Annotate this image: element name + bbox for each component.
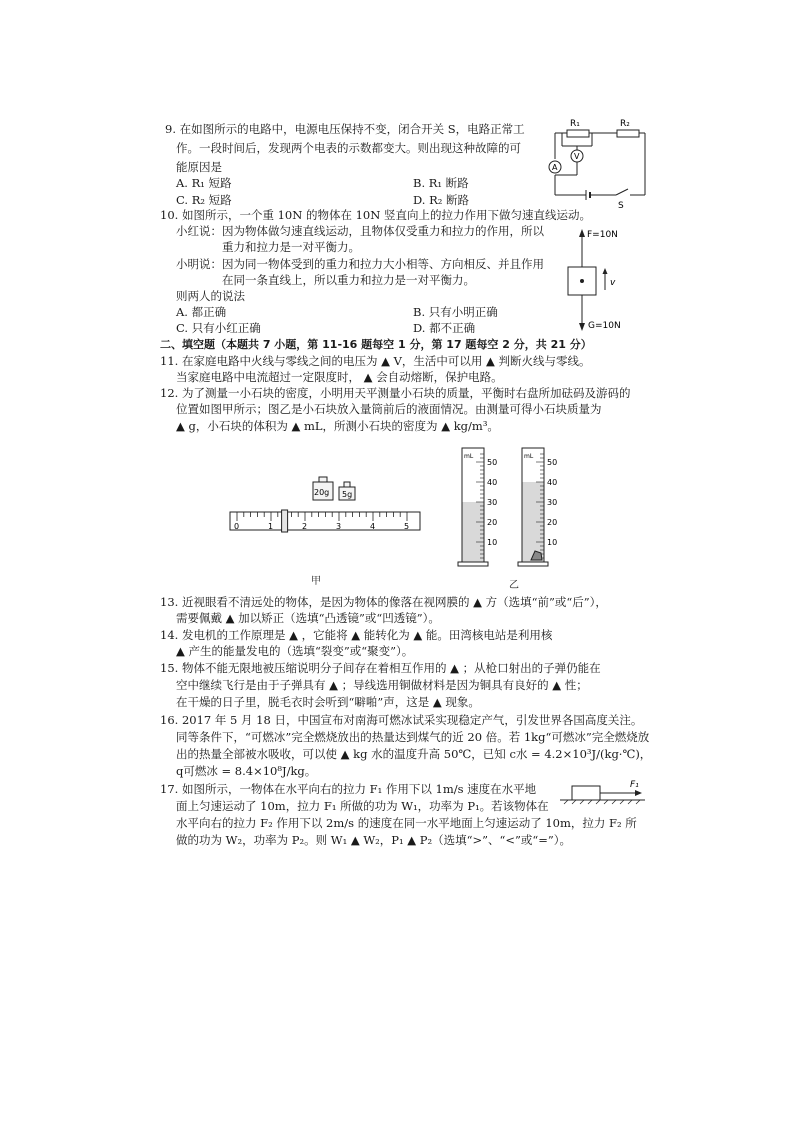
q10-line-4: 小明说：因为同一物体受到的重力和拉力大小相等、方向相反、并且作用 [176,257,544,271]
q17-line-1: 17. 如图所示，一物体在水平向右的拉力 F₁ 作用下以 1m/s 速度在水平地 [160,782,537,796]
up-arrow-icon [579,229,585,237]
ruler-tick-label: 1 [268,522,274,531]
block [572,786,600,800]
q17-line-4: 做的功为 W₂，功率为 P₂。则 W₁ ▲ W₂，P₁ ▲ P₂（选填“>”、“<”或“=”）。 [176,833,572,847]
q9-circuit-diagram [550,115,650,211]
cylinder-after [518,448,557,566]
v-label: v [610,278,616,288]
q13-line-2: 需要佩戴 ▲ 加以矫正（选填“凸透镜”或“凹透镜”）。 [176,611,440,625]
cylinder-tick-label: 10 [487,538,498,547]
q16-line-3: 出的热量全部被水吸收，可以使 ▲ kg 水的温度升高 50℃，已知 c水 = 4.2×10³J/(kg·℃)， [176,747,652,761]
r1-label: R₁ [570,119,580,129]
q10-line-3: 重力和拉力是一对平衡力。 [222,240,360,254]
q12-line-2: 位置如图甲所示；图乙是小石块放入量筒前后的液面情况。由测量可得小石块质量为 [176,402,602,416]
cylinder-tick-label: 50 [487,458,498,467]
q16-line-2: 同等条件下，“可燃冰”完全燃烧放出的热量达到煤气的近 20 倍。若 1kg“可燃冰”完全燃烧放 [176,730,650,744]
ruler-tick-label: 4 [370,522,376,531]
right-arrow-icon [635,790,642,796]
q9-option-c: C. R₂ 短路 [176,193,232,207]
switch-s [616,189,628,195]
q15-line-1: 15. 物体不能无限地被压缩说明分子间存在着相互作用的 ▲ ；从枪口射出的子弹仍能在 [160,661,601,675]
q16-line-4: q可燃冰 = 8.4×10⁸J/kg。 [176,764,317,778]
q10-option-a: A. 都正确 [176,305,227,319]
ruler-tick-label: 2 [302,522,308,531]
cylinder-base [458,562,488,566]
g-label: G=10N [588,321,621,331]
f-label: F=10N [587,230,618,240]
ruler-tick-label: 3 [336,522,342,531]
q9-line-1: 9. 在如图所示的电路中，电源电压保持不变，闭合开关 S，电路正常工 [165,122,525,136]
cylinder-base [518,562,548,566]
q16-line-1: 16. 2017 年 5 月 18 日，中国宣布对南海可燃冰试采实现稳定产气，引发世界各国高度关注。 [160,713,643,727]
liquid [462,502,484,562]
weight-20g [313,477,333,500]
q9-line-3: 能原因是 [176,160,222,174]
ruler-tick-label: 5 [404,522,410,531]
cylinder-tick-label: 30 [487,498,498,507]
cylinder-tick-label: 30 [547,498,558,507]
voltmeter-label: V [574,152,580,161]
q15-line-3: 在干燥的日子里，脱毛衣时会听到“噼啪”声，这是 ▲ 现象。 [176,695,480,709]
q11-line-1: 11. 在家庭电路中火线与零线之间的电压为 ▲ V，生活中可以用 ▲ 判断火线与零线。 [160,354,591,368]
weight-5g-label: 5g [342,490,353,499]
q10-option-d: D. 都不正确 [413,321,476,335]
q9-option-b: B. R₁ 断路 [413,176,469,190]
cylinder-tick-label: 20 [547,518,558,527]
ground-hatch [564,800,640,804]
q10-line-1: 10. 如图所示，一个重 10N 的物体在 10N 竖直向上的拉力作用下做匀速直线运动。 [160,208,591,222]
velocity-arrow-icon [603,268,608,274]
ruler-tick-label: 0 [234,522,240,531]
q11-line-2: 当家庭电路中电流超过一定限度时， ▲ 会自动熔断，保护电路。 [176,370,503,384]
q12-line-3: ▲ g，小石块的体积为 ▲ mL，所测小石块的密度为 ▲ kg/m³。 [176,419,499,433]
q9-option-a: A. R₁ 短路 [176,176,232,190]
q10-line-2: 小红说：因为物体做匀速直线运动，且物体仅受重力和拉力的作用，所以 [176,224,544,238]
cylinders-figure [450,440,590,575]
fig-jia-caption: 甲 [311,576,321,587]
q13-line-1: 13. 近视眼看不清远处的物体，是因为物体的像落在视网膜的 ▲ 方（选填“前”或“后”）， [160,595,607,609]
cylinder-tick-label: 40 [487,478,498,487]
resistor-r2 [617,130,639,137]
q12-line-1: 12. 为了测量一小石块的密度，小明用天平测量小石块的质量，平衡时右盘所加砝码及游码的 [160,386,631,400]
q14-line-2: ▲ 产生的能量发电的（选填“裂变”或“聚变”）。 [176,644,414,658]
q9-line-2: 作。一段时间后，发现两个电表的示数都变大。则出现这种故障的可 [176,141,521,155]
q14-line-1: 14. 发电机的工作原理是 ▲ ，它能将 ▲ 能转化为 ▲ 能。田湾核电站是利用核 [160,628,553,642]
weight-5g [339,482,355,500]
cylinder-unit-label: mL [464,453,474,460]
cylinder-tick-label: 10 [547,538,558,547]
weight-20g-label: 20g [314,488,330,497]
q10-line-6: 则两人的说法 [176,289,245,303]
section-2-heading: 二、填空题（本题共 7 小题，第 11-16 题每空 1 分，第 17 题每空 2 分，共 21 分） [160,338,592,351]
cylinder-unit-label: mL [524,453,534,460]
f1-label: F₁ [630,780,639,790]
q15-line-2: 空中继续飞行是由于子弹具有 ▲ ；导线选用铜做材料是因为铜具有良好的 ▲ 性； [176,678,588,692]
cylinder-tick-label: 50 [547,458,558,467]
switch-label: S [618,201,624,211]
cylinder-before [458,448,497,566]
q17-block-diagram [560,778,645,808]
fig-yi-caption: 乙 [509,580,519,591]
q9-option-d: D. R₂ 断路 [413,193,470,207]
down-arrow-icon [579,323,585,331]
q17-line-3: 水平向右的拉力 F₂ 作用下以 2m/s 的速度在同一水平地面上匀速运动了 10m，拉力 F₂ 所 [176,816,637,830]
r2-label: R₂ [620,119,630,129]
resistor-r1 [567,130,589,137]
balance-figure [225,470,425,550]
cylinder-tick-label: 20 [487,518,498,527]
q17-line-2: 面上匀速运动了 10m，拉力 F₁ 所做的功为 W₁，功率为 P₁。若该物体在 [176,799,549,813]
ruler-rider [282,510,288,532]
q10-force-diagram [555,225,635,335]
q10-option-b: B. 只有小明正确 [413,305,498,319]
ammeter-label: A [552,163,558,172]
cylinder-tick-label: 40 [547,478,558,487]
q10-line-5: 在同一条直线上，所以重力和拉力是一对平衡力。 [222,273,475,287]
q10-option-c: C. 只有小红正确 [176,321,261,335]
